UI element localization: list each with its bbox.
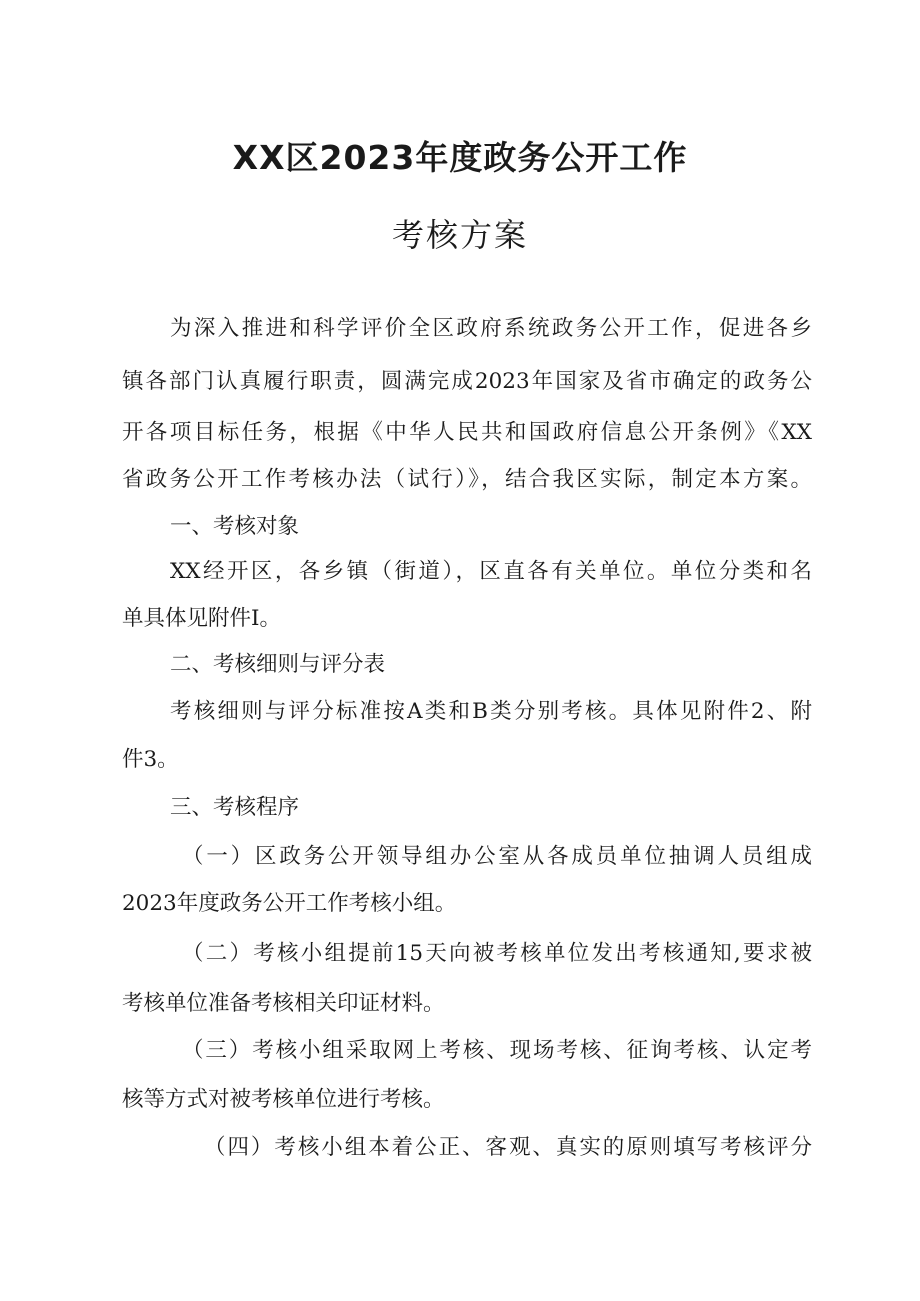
list-item-line: （二）考核小组提前15天向被考核单位发出考核通知,要求被 [182, 941, 812, 966]
paragraph-intro-line: 为深入推进和科学评价全区政府系统政务公开工作，促进各乡 [170, 316, 812, 341]
list-item-line: 核等方式对被考核单位进行考核。 [122, 1087, 445, 1112]
list-item-line: （一）区政务公开领导组办公室从各成员单位抽调人员组成 [182, 844, 812, 869]
paragraph-intro-line: 省政务公开工作考核办法（试行）》，结合我区实际，制定本方案。 [122, 467, 812, 492]
paragraph-intro-line: 镇各部门认真履行职责，圆满完成2023年国家及省市确定的政务公 [122, 369, 812, 394]
paragraph-line: 单具体见附件I。 [122, 606, 281, 631]
paragraph-intro-line: 开各项目标任务，根据《中华人民共和国政府信息公开条例》《XX [122, 420, 812, 445]
section-heading-1: 一、考核对象 [170, 514, 300, 539]
paragraph-line: XX经开区，各乡镇（街道），区直各有关单位。单位分类和名 [170, 559, 812, 584]
document-title-line1: XX区2023年度政务公开工作 [232, 138, 688, 177]
list-item-line: （四）考核小组本着公正、客观、真实的原则填写考核评分 [204, 1135, 812, 1160]
list-item-line: 2023年度政务公开工作考核小组。 [122, 891, 457, 916]
list-item-line: 考核单位准备考核相关印证材料。 [122, 991, 445, 1016]
document-title-line2: 考核方案 [391, 216, 528, 254]
paragraph-line: 件3。 [122, 747, 179, 772]
section-heading-2: 二、考核细则与评分表 [170, 652, 386, 677]
list-item-line: （三）考核小组采取网上考核、现场考核、征询考核、认定考 [182, 1038, 812, 1063]
paragraph-line: 考核细则与评分标准按A类和B类分别考核。具体见附件2、附 [170, 699, 812, 724]
section-heading-3: 三、考核程序 [170, 795, 300, 820]
